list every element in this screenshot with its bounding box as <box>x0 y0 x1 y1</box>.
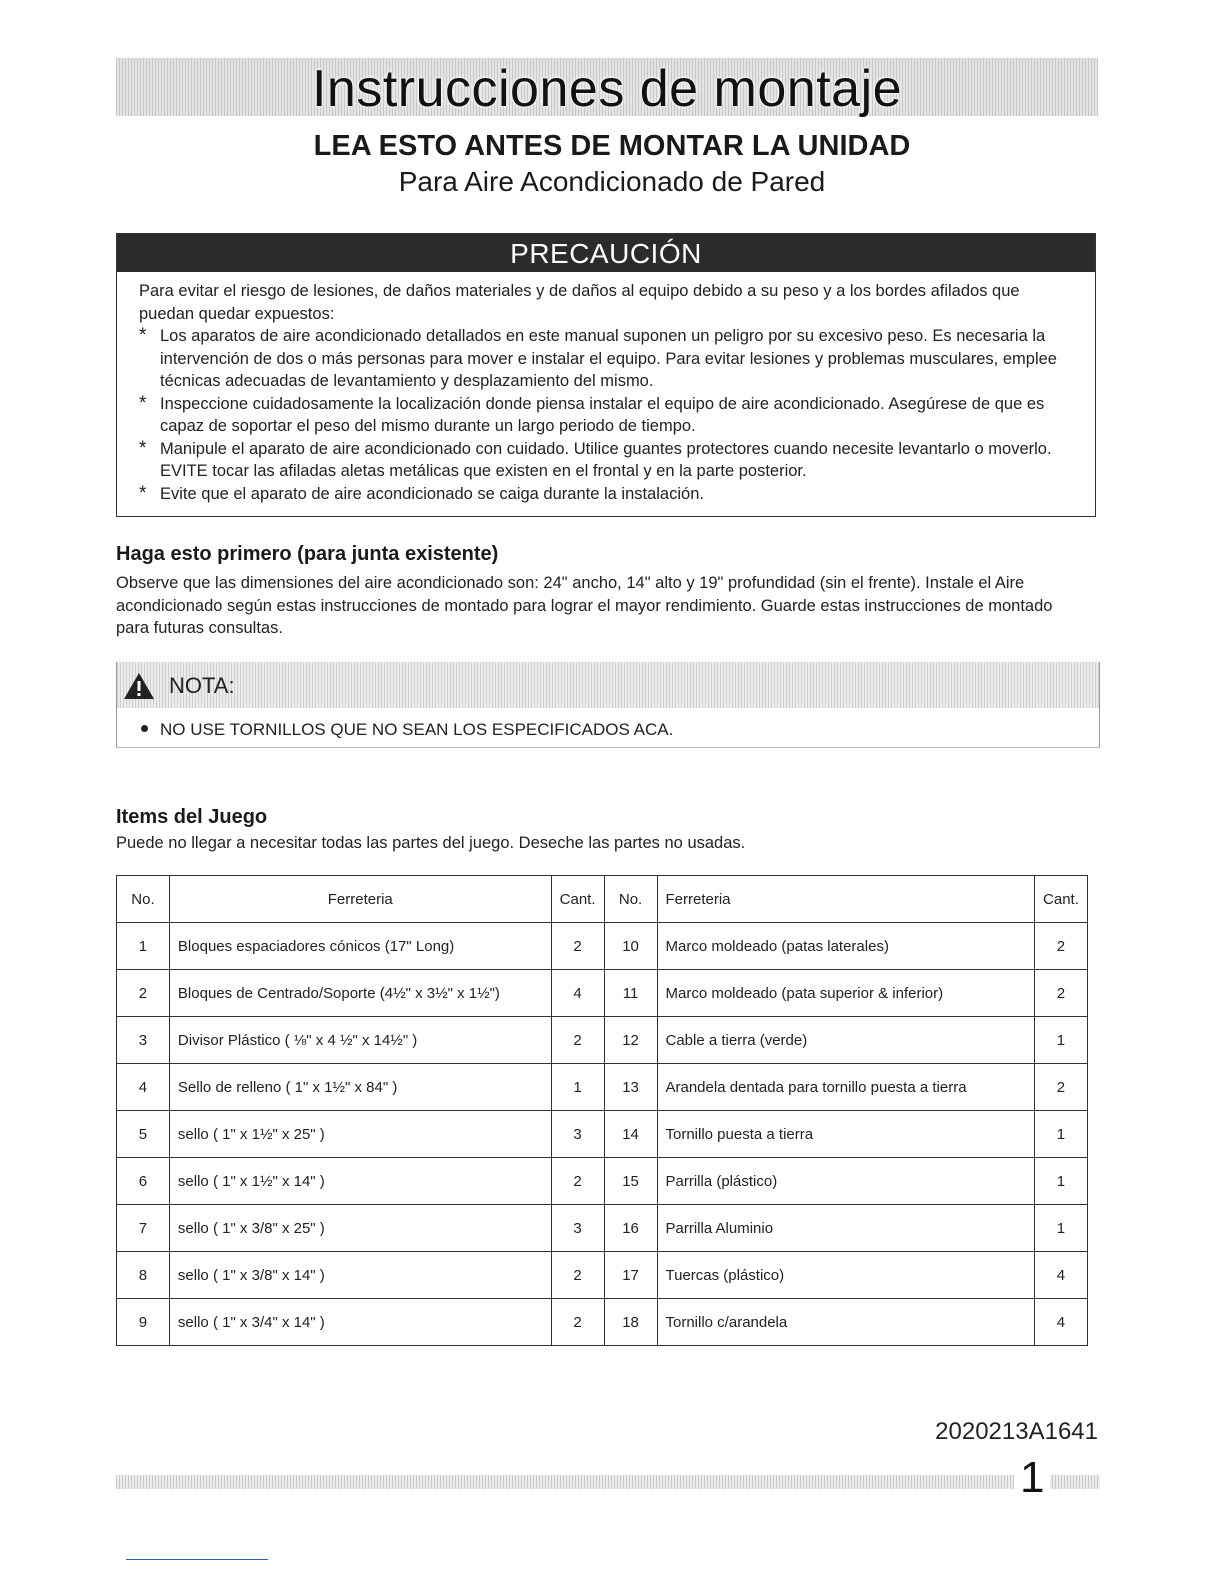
table-cell: 4 <box>1034 1299 1087 1346</box>
table-cell: 12 <box>604 1017 657 1064</box>
table-cell: Tuercas (plástico) <box>657 1252 1034 1299</box>
section-text-first: Observe que las dimensiones del aire acondicionado son: 24" ancho, 14" alto y 19" profundidad (sin el frente). Instale el Aire acondicionado según estas instrucciones de montado para lograr el mayor rendimiento. Guarde estas instrucciones de montado para futuras consultas. <box>116 574 1053 637</box>
table-cell: 16 <box>604 1205 657 1252</box>
table-row <box>117 1017 1088 1064</box>
column-header: No. <box>117 876 170 923</box>
table-cell: Tornillo c/arandela <box>657 1299 1034 1346</box>
table-cell: Arandela dentada para tornillo puesta a tierra <box>657 1064 1034 1111</box>
table-cell: Parrilla Aluminio <box>657 1205 1034 1252</box>
table-cell: 10 <box>604 923 657 970</box>
table-cell: 4 <box>1034 1252 1087 1299</box>
section-text-items: Puede no llegar a necesitar todas las partes del juego. Deseche las partes no usadas. <box>116 834 746 852</box>
table-cell: Divisor Plástico ( ⅛" x 4 ½" x 14½" ) <box>169 1017 551 1064</box>
table-cell: 1 <box>1034 1158 1087 1205</box>
table-row <box>117 1299 1088 1346</box>
table-cell: 14 <box>604 1111 657 1158</box>
column-header: No. <box>604 876 657 923</box>
column-header: Cant. <box>1034 876 1087 923</box>
table-cell: Parrilla (plástico) <box>657 1158 1034 1205</box>
table-row <box>117 1158 1088 1205</box>
table-cell: Bloques espaciadores cónicos (17" Long) <box>169 923 551 970</box>
table-cell: 2 <box>1034 970 1087 1017</box>
table-cell: 1 <box>117 923 170 970</box>
warning-triangle-icon <box>123 672 155 700</box>
asterisk-icon: * <box>139 325 147 346</box>
table-cell: 2 <box>551 1252 604 1299</box>
caution-heading: PRECAUCIÓN <box>117 234 1095 272</box>
table-cell: sello ( 1" x 1½" x 14" ) <box>169 1158 551 1205</box>
table-row <box>117 970 1088 1017</box>
note-heading <box>117 662 1099 708</box>
asterisk-icon: * <box>139 482 147 504</box>
asterisk-icon: * <box>139 392 147 414</box>
table-cell: 8 <box>117 1252 170 1299</box>
table-cell: 11 <box>604 970 657 1017</box>
subtitle-product: Para Aire Acondicionado de Pared <box>398 166 826 197</box>
subtitle: LEA ESTO ANTES DE MONTAR LA UNIDAD <box>313 130 911 162</box>
caution-item: * Manipule el aparato de aire acondicionado con cuidado. Utilice guantes protectores cuando necesite levantarlo o moverlo. EVITE tocar las afiladas aletas metálicas que existen en el frontal y en la parte posterior. <box>139 437 1052 480</box>
table-cell: 2 <box>551 923 604 970</box>
table-cell: Bloques de Centrado/Soporte (4½" x 3½" x 1½") <box>169 970 551 1017</box>
section-title-first: Haga esto primero (para junta existente) <box>116 543 499 565</box>
table-cell: Marco moldeado (pata superior & inferior) <box>657 970 1034 1017</box>
caution-intro: Para evitar el riesgo de lesiones, de daños materiales y de daños al equipo debido a su peso y a los bordes afilados que puedan quedar expuestos: <box>139 282 1020 323</box>
column-header: Ferreteria <box>169 876 551 923</box>
table-row <box>117 1111 1088 1158</box>
bullet-icon <box>141 725 148 732</box>
caution-item: * Los aparatos de aire acondicionado detallados en este manual suponen un peligro por su excesivo peso. Es necesaria la intervención de dos o más personas para mover e instalar el equipo. Para evitar lesiones y problemas musculares, emplee técnicas adecuadas de levantamiento y desplazamiento del mismo. <box>139 325 1057 390</box>
table-cell: sello ( 1" x 3/8" x 14" ) <box>169 1252 551 1299</box>
column-header: Ferreteria <box>657 876 1034 923</box>
asterisk-icon: * <box>139 437 147 459</box>
caution-item: * Evite que el aparato de aire acondicionado se caiga durante la instalación. <box>139 482 704 504</box>
table-cell: 1 <box>551 1064 604 1111</box>
table-cell: Marco moldeado (patas laterales) <box>657 923 1034 970</box>
table-cell: sello ( 1" x 3/4" x 14" ) <box>169 1299 551 1346</box>
column-header: Cant. <box>551 876 604 923</box>
table-row <box>117 1205 1088 1252</box>
table-cell: 13 <box>604 1064 657 1111</box>
note-item: NO USE TORNILLOS QUE NO SEAN LOS ESPECIFICADOS ACA. <box>141 720 673 740</box>
page-number: 1 <box>1014 1452 1050 1504</box>
document-number: 2020213A1641 <box>935 1418 1098 1445</box>
table-cell: 2 <box>1034 923 1087 970</box>
table-cell: 2 <box>551 1299 604 1346</box>
footer-bar <box>116 1475 1100 1489</box>
table-cell: 2 <box>117 970 170 1017</box>
table-cell: 2 <box>1034 1064 1087 1111</box>
note-box <box>116 662 1100 748</box>
table-cell: Cable a tierra (verde) <box>657 1017 1034 1064</box>
table-cell: 4 <box>117 1064 170 1111</box>
title-banner <box>116 58 1098 116</box>
table-cell: 9 <box>117 1299 170 1346</box>
table-cell: 7 <box>117 1205 170 1252</box>
table-cell: sello ( 1" x 3/8" x 25" ) <box>169 1205 551 1252</box>
table-cell: 3 <box>551 1111 604 1158</box>
caution-body <box>117 272 1095 505</box>
table-cell: 1 <box>1034 1205 1087 1252</box>
table-cell: 3 <box>551 1205 604 1252</box>
table-cell: 3 <box>117 1017 170 1064</box>
table-cell: 18 <box>604 1299 657 1346</box>
page-title: Instrucciones de montaje <box>311 60 903 118</box>
table-header-row <box>117 876 1088 923</box>
table-cell: Tornillo puesta a tierra <box>657 1111 1034 1158</box>
table-cell: 1 <box>1034 1017 1087 1064</box>
table-row <box>117 1064 1088 1111</box>
table-row <box>117 1252 1088 1299</box>
caution-box <box>116 233 1096 517</box>
table-cell: 17 <box>604 1252 657 1299</box>
table-cell: 2 <box>551 1017 604 1064</box>
table-cell: Sello de relleno ( 1" x 1½" x 84" ) <box>169 1064 551 1111</box>
table-cell: 2 <box>551 1158 604 1205</box>
table-cell: 1 <box>1034 1111 1087 1158</box>
items-table <box>116 875 1088 1346</box>
table-cell: 6 <box>117 1158 170 1205</box>
note-label: NOTA: <box>169 673 235 698</box>
table-row <box>117 923 1088 970</box>
caution-item: * Inspeccione cuidadosamente la localización donde piensa instalar el equipo de aire acondicionado. Asegúrese de que es capaz de soportar el peso del mismo durante un largo periodo de tiempo. <box>139 392 1045 435</box>
table-cell: 15 <box>604 1158 657 1205</box>
bottom-rule <box>126 1559 268 1560</box>
section-title-items: Items del Juego <box>116 806 268 828</box>
table-cell: sello ( 1" x 1½" x 25" ) <box>169 1111 551 1158</box>
table-cell: 4 <box>551 970 604 1017</box>
table-cell: 5 <box>117 1111 170 1158</box>
